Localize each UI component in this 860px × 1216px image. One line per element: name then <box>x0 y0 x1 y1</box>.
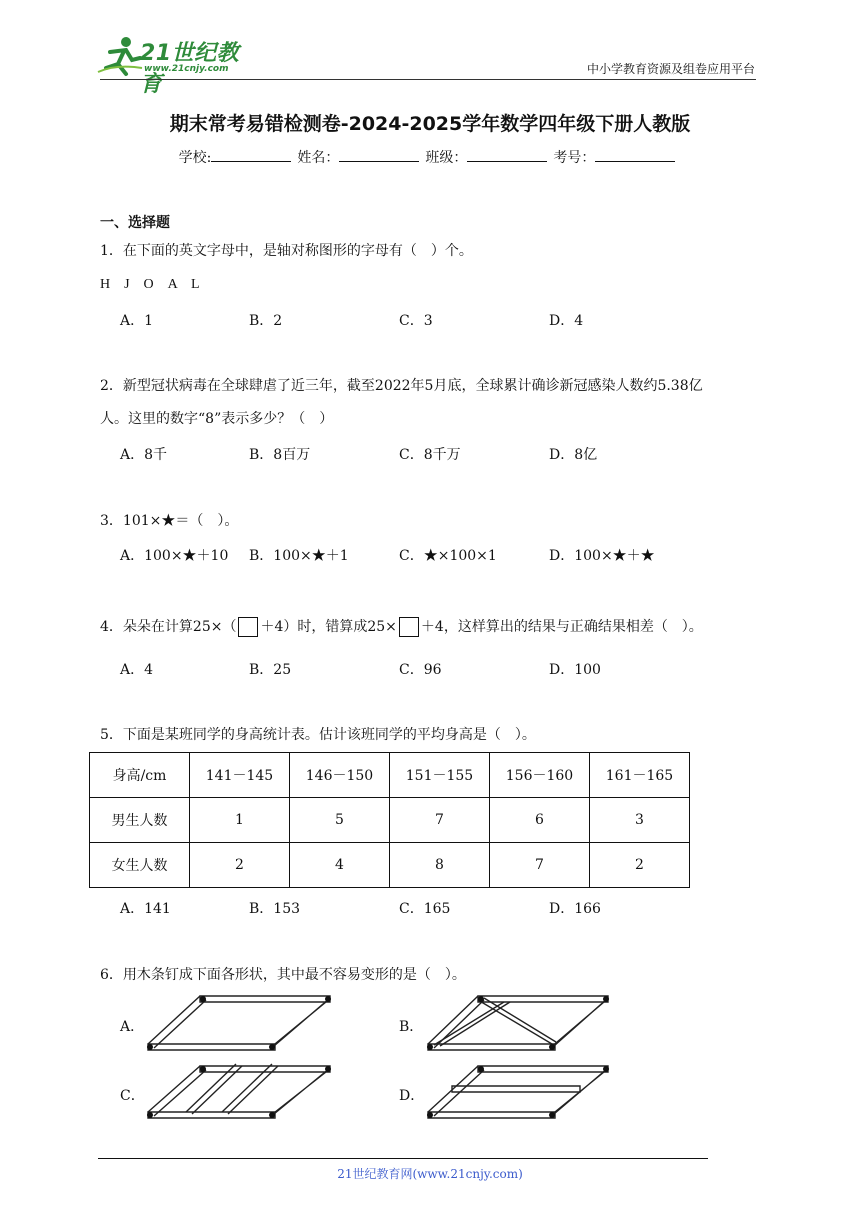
table-cell: 7 <box>390 798 490 843</box>
table-cell: 3 <box>590 798 690 843</box>
q3-option-c[interactable]: C．★×100×1 <box>399 548 497 564</box>
table-cell: 女生人数 <box>90 843 190 888</box>
table-cell: 161－165 <box>590 753 690 798</box>
exam-number-label: 考号： <box>553 150 596 166</box>
question-1-letters: H J O A L <box>100 277 200 292</box>
q4-stem-part-2: ＋4）时，错算成25× <box>260 619 397 635</box>
table-cell: 4 <box>290 843 390 888</box>
figure-a-parallelogram <box>140 990 340 1056</box>
footer-link[interactable]: 21世纪教育网(www.21cnjy.com) <box>337 1167 523 1181</box>
q1-option-a[interactable]: A．1 <box>120 313 154 329</box>
table-cell: 7 <box>490 843 590 888</box>
footer-divider <box>98 1158 708 1159</box>
table-cell: 身高/cm <box>90 753 190 798</box>
platform-tagline: 中小学教育资源及组卷应用平台 <box>586 62 755 76</box>
q5-option-d[interactable]: D．166 <box>549 901 601 917</box>
question-1-stem: 1．在下面的英文字母中，是轴对称图形的字母有（ ）个。 <box>100 243 473 259</box>
class-label: 班级： <box>425 150 468 166</box>
q1-option-b[interactable]: B．2 <box>249 313 283 329</box>
q4-option-b[interactable]: B．25 <box>249 662 292 678</box>
figure-c-multi-bar-parallelogram <box>140 1060 340 1126</box>
q5-option-a[interactable]: A．141 <box>120 901 171 917</box>
q4-option-c[interactable]: C．96 <box>399 662 442 678</box>
q3-option-b[interactable]: B．100×★＋1 <box>249 548 349 564</box>
q2-option-a[interactable]: A．8千 <box>120 447 168 463</box>
table-cell: 5 <box>290 798 390 843</box>
q1-option-c[interactable]: C．3 <box>399 313 433 329</box>
logo-url: www.21cnjy.com <box>144 64 229 74</box>
table-cell: 6 <box>490 798 590 843</box>
q5-option-b[interactable]: B．153 <box>249 901 301 917</box>
q4-option-d[interactable]: D．100 <box>549 662 601 678</box>
section-heading: 一、选择题 <box>100 215 170 231</box>
header-divider <box>100 79 756 80</box>
q6-option-c[interactable]: C． <box>120 1088 145 1104</box>
class-field[interactable] <box>467 149 547 162</box>
q4-option-a[interactable]: A．4 <box>120 662 154 678</box>
student-info-fields <box>0 147 860 167</box>
q2-option-d[interactable]: D．8亿 <box>549 447 598 463</box>
table-cell: 156－160 <box>490 753 590 798</box>
table-row <box>90 843 690 888</box>
table-cell: 151－155 <box>390 753 490 798</box>
q5-option-c[interactable]: C．165 <box>399 901 451 917</box>
question-3-stem: 3．101×★＝（ ）。 <box>100 513 239 529</box>
table-cell: 146－150 <box>290 753 390 798</box>
figure-b-braced-trapezoid <box>420 990 620 1056</box>
exam-number-field[interactable] <box>595 149 675 162</box>
question-5-stem: 5．下面是某班同学的身高统计表。估计该班同学的平均身高是（ ）。 <box>100 727 536 743</box>
blank-box <box>238 617 258 637</box>
q1-option-d[interactable]: D．4 <box>549 313 584 329</box>
table-cell: 男生人数 <box>90 798 190 843</box>
logo-text: 21世纪教育 <box>140 41 240 97</box>
q4-stem-part-1: 4．朵朵在计算25×（ <box>100 619 237 635</box>
name-field[interactable] <box>339 149 419 162</box>
q4-stem-part-3: ＋4，这样算出的结果与正确结果相差（ ）。 <box>420 619 703 635</box>
figure-d-crossbar-parallelogram <box>420 1060 620 1126</box>
q2-option-b[interactable]: B．8百万 <box>249 447 311 463</box>
table-row <box>90 753 690 798</box>
table-row <box>90 798 690 843</box>
school-label: 学校: <box>178 150 212 166</box>
q3-option-a[interactable]: A．100×★＋10 <box>120 548 229 564</box>
q2-option-c[interactable]: C．8千万 <box>399 447 461 463</box>
table-cell: 1 <box>190 798 290 843</box>
page-title: 期末常考易错检测卷-2024-2025学年数学四年级下册人教版 <box>169 113 691 135</box>
question-2-stem-line-1: 2．新型冠状病毒在全球肆虐了近三年，截至2022年5月底，全球累计确诊新冠感染人数约5.38亿 <box>100 378 703 394</box>
question-2-stem-line-2: 人。这里的数字“8”表示多少？（ ） <box>100 411 334 427</box>
question-6-stem: 6．用木条钉成下面各形状，其中最不容易变形的是（ ）。 <box>100 967 466 983</box>
q3-option-d[interactable]: D．100×★＋★ <box>549 548 655 564</box>
blank-box <box>399 617 419 637</box>
question-4-stem <box>100 617 703 637</box>
table-cell: 2 <box>190 843 290 888</box>
table-cell: 141－145 <box>190 753 290 798</box>
site-logo <box>96 34 256 97</box>
table-cell: 2 <box>590 843 690 888</box>
q6-option-d[interactable]: D． <box>399 1088 425 1104</box>
q6-option-a[interactable]: A． <box>120 1019 145 1035</box>
runner-logo-icon <box>96 34 144 78</box>
q6-option-b[interactable]: B． <box>399 1019 424 1035</box>
height-stats-table <box>89 752 690 888</box>
school-field[interactable] <box>211 149 291 162</box>
table-cell: 8 <box>390 843 490 888</box>
name-label: 姓名： <box>297 150 340 166</box>
